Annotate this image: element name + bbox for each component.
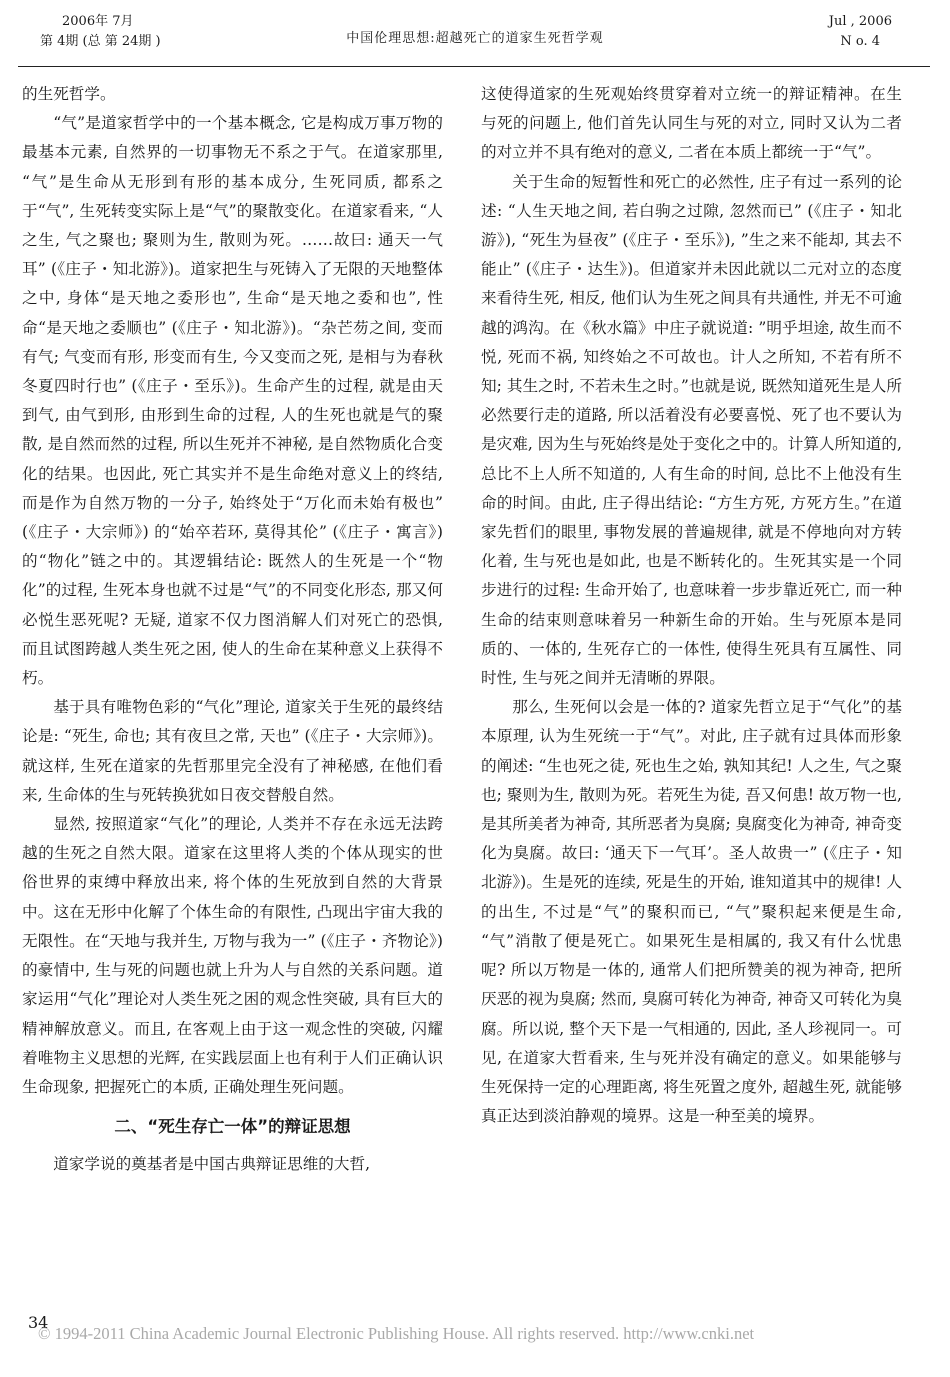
left-column xyxy=(22,80,443,1320)
page-number: 34 xyxy=(28,1313,49,1332)
paragraph: 显然, 按照道家“气化”的理论, 人类并不存在永远无法跨越的生死之自然大限。道家在这里将人类的个体从现实的世俗世界的束缚中释放出来, 将个体的生死放到自然的大背景中。这在无形中化解了个体生命的有限性, 凸现出宇宙大我的无限性。在“天地与我并生, 万物与我为一” (《庄子・齐物论》) 的豪情中, 生与死的问题也就上升为人与自然的关系问题。道家运用“气化”理论对人类生死之困的观念性突破, 具有巨大的精神解放意义。而且, 在客观上由于这一观念性的突破, 闪耀着唯物主义思想的光辉, 在实践层面上也有利于人们正确认识生命现象, 把握死亡的本质, 正确处理生死问题。 xyxy=(22,815,443,1096)
section-heading: 二、“死生存亡一体”的辩证思想 xyxy=(114,1117,351,1137)
issue-number: 第 4期 (总 第 24期 ) xyxy=(40,34,161,49)
issue-number-english: N o. 4 xyxy=(840,34,880,49)
paragraph-continued: 的生死哲学。 xyxy=(22,85,116,103)
issue-date: 2006年 7月 xyxy=(62,14,134,29)
paragraph: 关于生命的短暂性和死亡的必然性, 庄子有过一系列的论述: “人生天地之间, 若白驹之过隙, 忽然而已” (《庄子・知北游》), “死生为昼夜” (《庄子・至乐》), ”生之来不能却, 其去不能止” (《庄子・达生》)。但道家并未因此就以二元对立的态度来看待生死, 相反, 他们认为生死之间具有共通性, 并无不可逾越的鸿沟。在《秋水篇》中庄子就说道: ”明乎坦途, 故生而不悦, 死而不祸, 知终始之不可故也。计人之所知, 不若有所不知; 其生之时, 不若未生之时。”也就是说, 既然知道死生是人所必然要行走的道路, 所以活着没有必要喜悦、死了也不要认为是灾难, 因为生与死始终是处于变化之中的。计算人所知道的, 总比不上人所不知道的, 人有生命的时间, 总比不上他没有生命的时间。由此, 庄子得出结论: “方生方死, 方死方生。”在道家先哲们的眼里, 事物发展的普遍规律, 就是不停地向对方转化着, 生与死也是如此, 也是不断转化的。生死其实是一个同步进行的过程: 生命开始了, 也意味着一步步靠近死亡, 而一种生命的结束则意味着另一种新生命的开始。生与死原本是同质的、一体的, 生死存亡的一体性, 使得生死具有互属性、同时性, 生与死之间并无清晰的界限。 xyxy=(481,172,902,688)
issue-date-english: Jul , 2006 xyxy=(828,14,892,29)
paragraph: 道家学说的奠基者是中国古典辩证思维的大哲, xyxy=(53,1155,371,1174)
copyright-footer: © 1994-2011 China Academic Journal Electronic Publishing House. All rights reserved. http://www.cnki.net xyxy=(38,1324,755,1343)
header-rule xyxy=(18,66,930,67)
running-title: 中国伦理思想:超越死亡的道家生死哲学观 xyxy=(346,31,604,46)
paragraph: “气”是道家哲学中的一个基本概念, 它是构成万事万物的最基本元素, 自然界的一切事物无不系之于气。在道家那里, “气”是生命从无形到有形的基本成分, 生死同质, 都系之于“气”, 生死转变实际上是“气”的聚散变化。在道家看来, “人之生, 气之聚也; 聚则为生, 散则为死。……故曰: 通天一气耳” (《庄子・知北游》)。道家把生与死铸入了无限的天地整体之中, 身体“是天地之委形也”, 生命“是天地之委和也”, 性命“是天地之委顺也” (《庄子・知北游》)。“杂芒芴之间, 变而有气; 气变而有形, 形变而有生, 今又变而之死, 是相与为春秋冬夏四时行也” (《庄子・至乐》)。生命产生的过程, 就是由天到气, 由气到形, 由形到生命的过程, 人的生死也就是气的聚散, 是自然而然的过程, 所以生死并不神秘, 是自然物质化合变化的结果。也因此, 死亡其实并不是生命绝对意义上的终结, 而是作为自然万物的一分子, 始终处于“万化而未始有极也” (《庄子・大宗师》) 的“始卒若环, 莫得其伦” (《庄子・寓言》) 的“物化”链之中的。其逻辑结论: 既然人的生死是一个“物化”的过程, 生死本身也就不过是“气”的不同变化形态, 那又何必悦生恶死呢? 无疑, 道家不仅力图消解人们对死亡的恐惧, 而且试图跨越人类生死之困, 使人的生命在某种意义上获得不朽。 xyxy=(22,114,443,688)
running-header xyxy=(0,0,950,70)
issue-info-english xyxy=(829,12,892,52)
paragraph-continued: 这使得道家的生死观始终贯穿着对立统一的辩证精神。在生与死的问题上, 他们首先认同生与死的对立, 同时又认为二者的对立并不具有绝对的意义, 二者在本质上都统一于“气”。 xyxy=(481,85,902,162)
right-column xyxy=(481,80,902,1320)
paragraph: 那么, 生死何以会是一体的? 道家先哲立足于“气化”的基本原理, 认为生死统一于“气”。对此, 庄子就有过具体而形象的阐述: “生也死之徒, 死也生之始, 孰知其纪! 人之生, 气之聚也; 聚则为生, 散则为死。若死生为徒, 吾又何患! 故万物一也, 是其所美者为神奇, 其所恶者为臭腐; 臭腐变化为神奇, 神奇变化为臭腐。故曰: ‘通天下一气耳’。圣人故贵一” (《庄子・知北游》)。生是死的连续, 死是生的开始, 谁知道其中的规律! 人的出生, 不过是“气”的聚积而已, “气”聚积起来便是生命, “气”消散了便是死亡。如果死生是相属的, 我又有什么忧患呢? 所以万物是一体的, 通常人们把所赞美的视为神奇, 把所厌恶的视为臭腐; 然而, 臭腐可转化为神奇, 神奇又可转化为臭腐。所以说, 整个天下是一气相通的, 因此, 圣人珍视同一。可见, 在道家大哲看来, 生与死并没有确定的意义。如果能够与生死保持一定的心理距离, 将生死置之度外, 超越生死, 就能够真正达到淡泊静观的境界。这是一种至美的境界。 xyxy=(481,698,902,1126)
paragraph: 基于具有唯物色彩的“气化”理论, 道家关于生死的最终结论是: “死生, 命也; 其有夜旦之常, 天也” (《庄子・大宗师》)。就这样, 生死在道家的先哲那里完全没有了神秘感, 在他们看来, 生命体的生与死转换犹如日夜交替般自然。 xyxy=(22,698,443,804)
